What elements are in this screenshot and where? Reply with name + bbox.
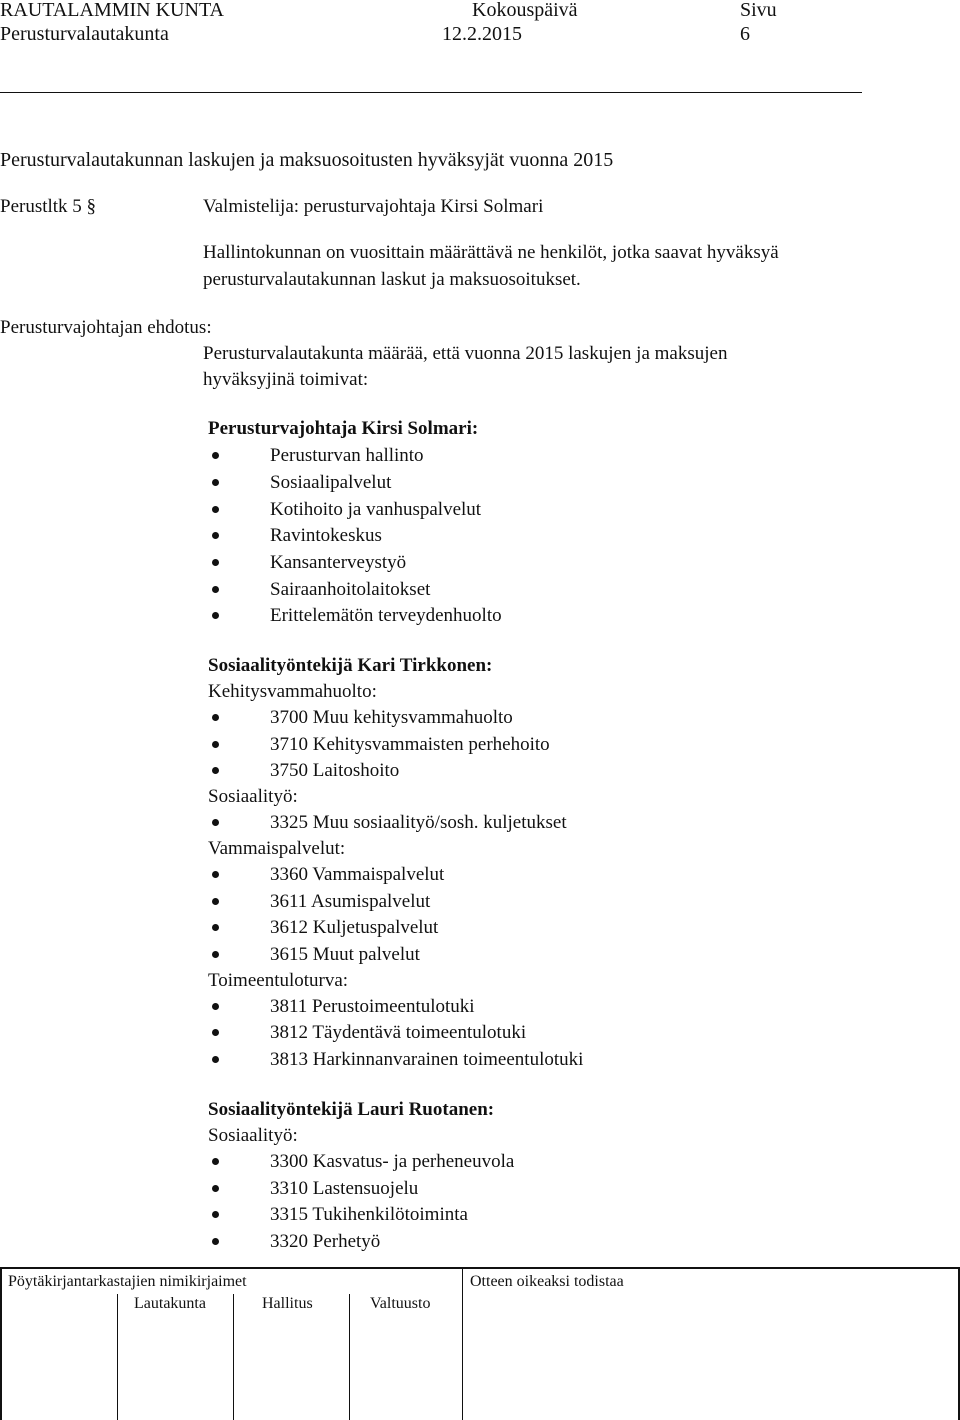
footer-certified-label: Otteen oikeaksi todistaa xyxy=(470,1273,624,1290)
bullet-icon xyxy=(212,479,219,486)
bullet-icon xyxy=(212,1238,219,1245)
footer-signatures-label: Pöytäkirjantarkastajien nimikirjaimet xyxy=(8,1273,247,1290)
bullet-icon xyxy=(212,714,219,721)
footer-top-border xyxy=(0,1267,960,1269)
proposal-label: Perusturvajohtajan ehdotus: xyxy=(0,317,212,338)
bullet-icon xyxy=(212,924,219,931)
footer-vline xyxy=(0,1267,2,1420)
group-heading-tirkkonen: Sosiaalityöntekijä Kari Tirkkonen: xyxy=(208,655,493,676)
header-date: 12.2.2015 xyxy=(442,23,522,45)
footer-col-lautakunta: Lautakunta xyxy=(134,1295,206,1312)
header-page-number: 6 xyxy=(740,23,750,45)
intro-line-2: perusturvalautakunnan laskut ja maksuosoitukset. xyxy=(203,269,581,290)
group-heading-ruotanen: Sosiaalityöntekijä Lauri Ruotanen: xyxy=(208,1099,495,1120)
subheading-vammaispalvelut: Vammaispalvelut: xyxy=(208,838,346,859)
document-title: Perusturvalautakunnan laskujen ja maksuosoitusten hyväksyjät vuonna 2015 xyxy=(0,149,614,171)
footer-vline xyxy=(117,1294,118,1420)
subheading-kehitysvammahuolto: Kehitysvammahuolto: xyxy=(208,681,377,702)
bullet-icon xyxy=(212,1056,219,1063)
proposal-line-1: Perusturvalautakunta määrää, että vuonna 2015 laskujen ja maksujen xyxy=(203,343,728,364)
bullet-icon xyxy=(212,871,219,878)
bullet-icon xyxy=(212,741,219,748)
subheading-sosiaalityo-2: Sosiaalityö: xyxy=(208,1125,298,1146)
header-divider xyxy=(0,92,862,93)
footer-signature-table xyxy=(0,1267,960,1420)
bullet-icon xyxy=(212,1158,219,1165)
header-meeting-label: Kokouspäivä xyxy=(472,0,578,21)
footer-col-valtuusto: Valtuusto xyxy=(370,1295,431,1312)
proposal-line-2: hyväksyjinä toimivat: xyxy=(203,369,369,390)
subheading-sosiaalityo: Sosiaalityö: xyxy=(208,786,298,807)
bullet-icon xyxy=(212,506,219,513)
header-committee: Perusturvalautakunta xyxy=(0,23,169,45)
bullet-icon xyxy=(212,819,219,826)
preparer: Valmistelija: perusturvajohtaja Kirsi Solmari xyxy=(203,196,544,217)
footer-vline xyxy=(462,1267,463,1420)
bullet-icon xyxy=(212,1029,219,1036)
bullet-icon xyxy=(212,559,219,566)
bullet-icon xyxy=(212,767,219,774)
footer-vline xyxy=(233,1294,234,1420)
bullet-icon xyxy=(212,898,219,905)
subheading-toimeentuloturva: Toimeentuloturva: xyxy=(208,970,349,991)
bullet-icon xyxy=(212,586,219,593)
intro-line-1: Hallintokunnan on vuosittain määrättävä ne henkilöt, jotka saavat hyväksyä xyxy=(203,242,779,263)
footer-vline xyxy=(349,1294,350,1420)
header-org: RAUTALAMMIN KUNTA xyxy=(0,0,225,21)
section-ref: Perustltk 5 § xyxy=(0,196,97,217)
bullet-icon xyxy=(212,1185,219,1192)
bullet-icon xyxy=(212,452,219,459)
bullet-icon xyxy=(212,612,219,619)
bullet-icon xyxy=(212,951,219,958)
header-page-label: Sivu xyxy=(740,0,777,21)
bullet-icon xyxy=(212,1211,219,1218)
footer-col-hallitus: Hallitus xyxy=(262,1295,313,1312)
group-heading-solmari: Perusturvajohtaja Kirsi Solmari: xyxy=(208,418,479,439)
bullet-icon xyxy=(212,1003,219,1010)
bullet-icon xyxy=(212,532,219,539)
